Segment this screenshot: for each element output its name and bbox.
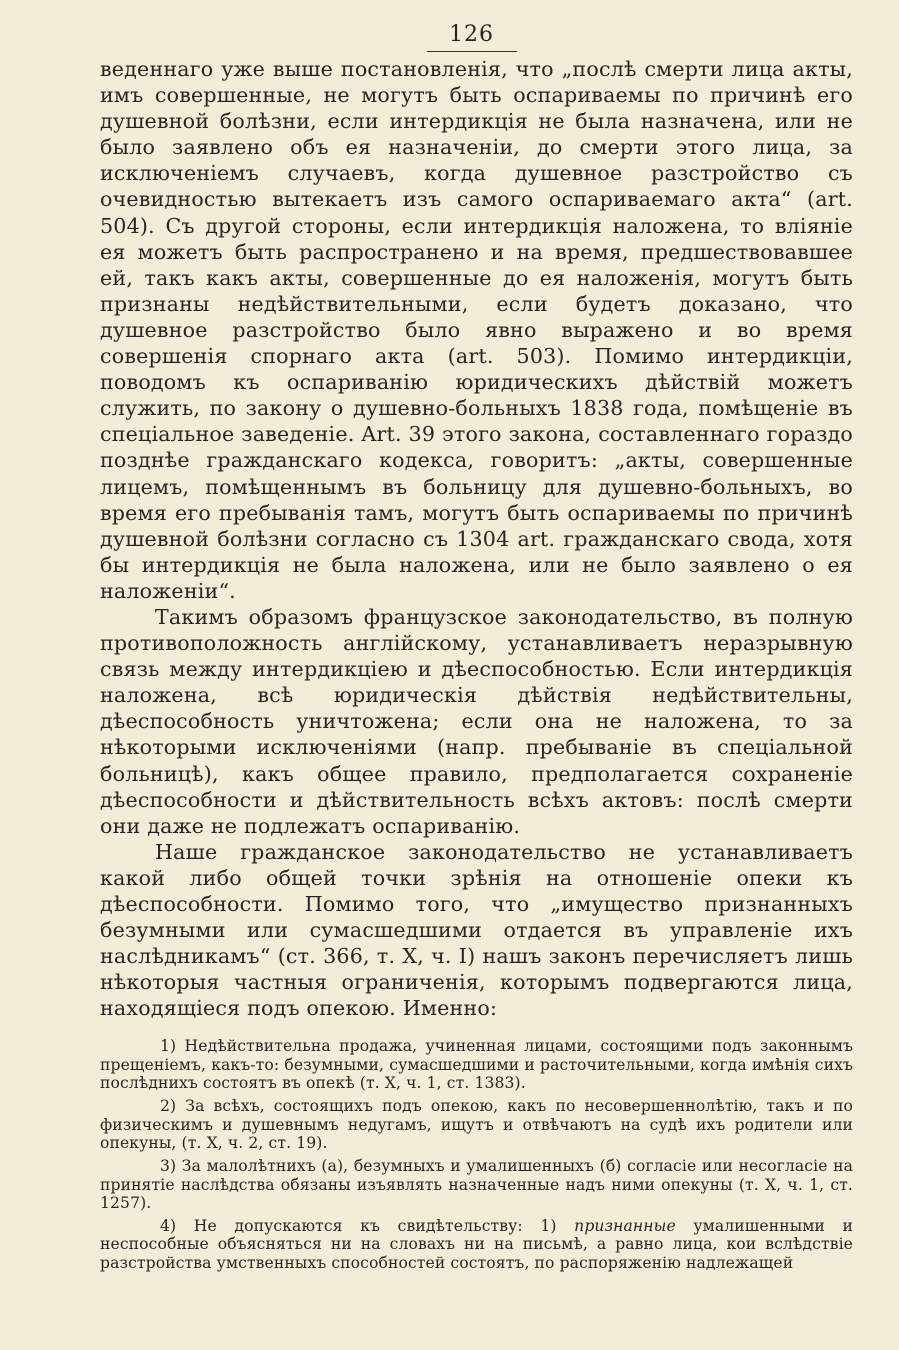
- page-number: 126: [449, 22, 494, 47]
- page-number-rule: [427, 51, 517, 52]
- footnote: 2) За всѣхъ, состоящихъ подъ опекою, какъ по несовершеннолѣтію, такъ и по физическимъ и душевнымъ недугамъ, ищутъ и отвѣчаютъ на судѣ ихъ родители или опекуны, (т. X, ч. 2, ст. 19).: [100, 1097, 853, 1152]
- paragraph: Такимъ образомъ французское законодательство, въ полную противоположность англійскому, устанавливаетъ неразрывную связь между интердикціею и дѣеспособностью. Если интердикція наложена, всѣ юридическія дѣйствія недѣйствительны, дѣеспособность уничтожена; если она не наложена, то за нѣкоторыми исключеніями (напр. пребываніе въ спеціальной больницѣ), какъ общее правило, предполагается сохраненіе дѣеспособности и дѣйствительность всѣхъ актовъ: послѣ смерти они даже не подлежатъ оспариванію.: [100, 604, 853, 838]
- footnote: 1) Недѣйствительна продажа, учиненная лицами, состоящими подъ законнымъ прещеніемъ, какъ-то: безумными, сумасшедшими и расточительными, когда имѣнія сихъ послѣднихъ состоятъ въ опекѣ (т. X, ч. 1, ст. 1383).: [100, 1037, 853, 1093]
- main-text: [100, 56, 853, 1021]
- footnote: [100, 1217, 853, 1272]
- paragraph: Наше гражданское законодательство не устанавливаетъ какой либо общей точки зрѣнія на отношеніе опеки къ дѣеспособности. Помимо того, что „имущество признанныхъ безумными или сумасшедшими отдается въ управленіе ихъ наслѣдникамъ“ (ст. 366, т. X, ч. I) нашъ законъ перечисляетъ лишь нѣкоторыя частныя ограниченія, которымъ подвергаются лица, находящіеся подъ опекою. Именно:: [100, 839, 853, 1021]
- paragraph: веденнаго уже выше постановленія, что „послѣ смерти лица акты, имъ совершенные, не могутъ быть оспариваемы по причинѣ его душевной болѣзни, если интердикція не была назначена, или не было заявлено объ ея назначеніи, до смерти этого лица, за исключеніемъ случаевъ, когда душевное разстройство съ очевидностью вытекаетъ изъ самого оспариваемаго акта“ (art. 504). Съ другой стороны, если интердикція наложена, то вліяніе ея можетъ быть распространено и на время, предшествовавшее ей, такъ какъ акты, совершенные до ея наложенія, могутъ быть признаны недѣйствительными, если будетъ доказано, что душевное разстройство было явно выражено и во время совершенія спорнаго акта (art. 503). Помимо интердикціи, поводомъ къ оспариванію юридическихъ дѣйствій можетъ служить, по закону о душевно-больныхъ 1838 года, помѣщеніе въ спеціальное заведеніе. Art. 39 этого закона, составленнаго гораздо позднѣе гражданскаго кодекса, говоритъ: „акты, совершенные лицемъ, помѣщеннымъ въ больницу для душевно-больныхъ, во время его пребыванія тамъ, могутъ быть оспариваемы по причинѣ душевной болѣзни согласно съ 1304 art. гражданскаго свода, хотя бы интердикція не была наложена, или не было заявлено о ея наложеніи“.: [100, 57, 853, 603]
- footnotes: [100, 1037, 853, 1272]
- footnote: 3) За малолѣтнихъ (а), безумныхъ и умалишенныхъ (б) согласіе или несогласіе на принятіе наслѣдства обязаны изъявлять назначенные надъ ними опекуны (т. X, ч. 1, ст. 1257).: [100, 1157, 853, 1212]
- footnote-prefix: 4) Не допускаются къ свидѣтельству: 1): [160, 1217, 575, 1236]
- footnote-rest: умалишенными и неспособные объясняться ни на словахъ ни на письмѣ, а равно лица, кои вслѣдствіе разстройства умственныхъ способностей состоятъ, по распоряженію надлежащей: [100, 1217, 854, 1272]
- footnote-emphasis: признанные: [574, 1217, 676, 1236]
